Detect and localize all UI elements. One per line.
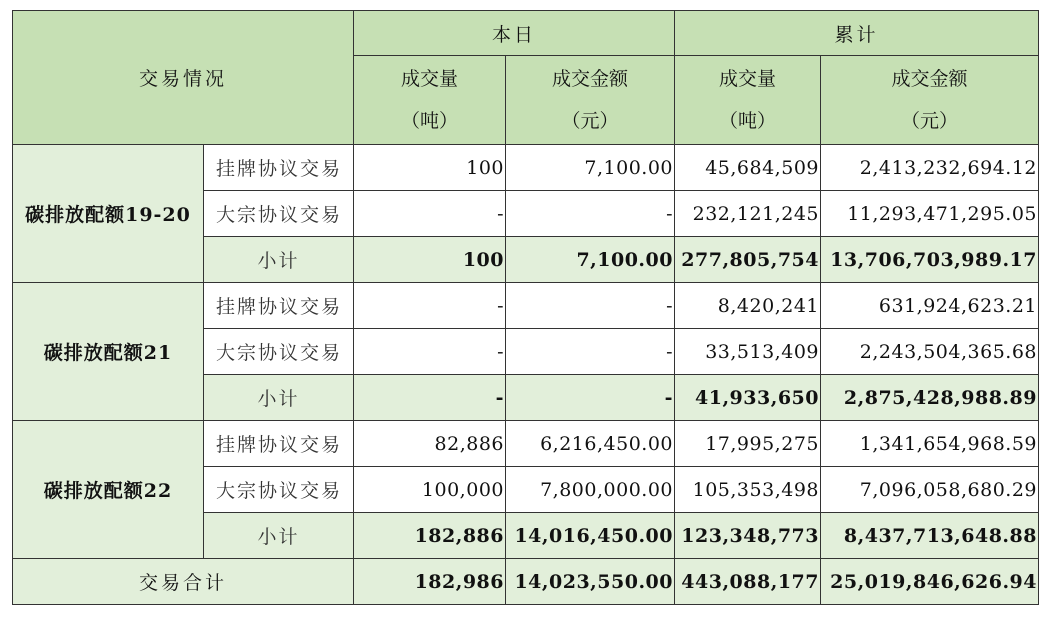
header-cumulative: 累计 <box>675 11 1039 56</box>
cum-amount: 7,096,058,680.29 <box>821 467 1039 513</box>
total-cum-amount: 25,019,846,626.94 <box>821 559 1039 605</box>
header-today: 本日 <box>354 11 675 56</box>
group-label: 碳排放配额22 <box>13 421 204 559</box>
trade-type: 挂牌协议交易 <box>204 145 354 191</box>
cum-volume: 33,513,409 <box>675 329 821 375</box>
trade-type: 挂牌协议交易 <box>204 421 354 467</box>
header-cum-amount <box>821 56 1039 145</box>
group-label: 碳排放配额21 <box>13 283 204 421</box>
trade-type: 大宗协议交易 <box>204 329 354 375</box>
day-amount: 7,100.00 <box>506 237 675 283</box>
grand-total-label: 交易合计 <box>13 559 354 605</box>
total-cum-volume: 443,088,177 <box>675 559 821 605</box>
cum-volume: 232,121,245 <box>675 191 821 237</box>
header-today-amount-label: 成交金额 <box>551 68 628 90</box>
cum-volume: 45,684,509 <box>675 145 821 191</box>
day-volume: - <box>354 283 506 329</box>
subtotal-label: 小计 <box>204 375 354 421</box>
day-amount: - <box>506 191 675 237</box>
table-row <box>13 283 1039 329</box>
cum-amount: 2,243,504,365.68 <box>821 329 1039 375</box>
day-volume: 182,886 <box>354 513 506 559</box>
day-amount: 7,800,000.00 <box>506 467 675 513</box>
header-today-volume <box>354 56 506 145</box>
table-row <box>13 145 1039 191</box>
header-cum-volume-unit: （吨） <box>718 110 776 132</box>
cum-amount: 2,413,232,694.12 <box>821 145 1039 191</box>
table-row <box>13 421 1039 467</box>
cum-amount: 1,341,654,968.59 <box>821 421 1039 467</box>
total-day-volume: 182,986 <box>354 559 506 605</box>
header-cum-amount-label: 成交金额 <box>891 68 968 90</box>
header-today-volume-label: 成交量 <box>400 68 458 90</box>
header-cum-volume <box>675 56 821 145</box>
header-cum-volume-label: 成交量 <box>718 68 776 90</box>
day-amount: - <box>506 283 675 329</box>
subtotal-label: 小计 <box>204 513 354 559</box>
header-cum-amount-unit: （元） <box>900 110 958 132</box>
subtotal-label: 小计 <box>204 237 354 283</box>
cum-volume: 8,420,241 <box>675 283 821 329</box>
header-today-amount-unit: （元） <box>561 110 619 132</box>
day-volume: 100 <box>354 145 506 191</box>
header-row-1 <box>13 11 1039 56</box>
day-volume: 100,000 <box>354 467 506 513</box>
cum-amount: 8,437,713,648.88 <box>821 513 1039 559</box>
cum-amount: 2,875,428,988.89 <box>821 375 1039 421</box>
cum-volume: 277,805,754 <box>675 237 821 283</box>
day-amount: - <box>506 329 675 375</box>
total-day-amount: 14,023,550.00 <box>506 559 675 605</box>
day-volume: - <box>354 375 506 421</box>
header-today-volume-unit: （吨） <box>400 110 458 132</box>
day-amount: 7,100.00 <box>506 145 675 191</box>
cum-volume: 105,353,498 <box>675 467 821 513</box>
day-amount: - <box>506 375 675 421</box>
trade-type: 大宗协议交易 <box>204 467 354 513</box>
header-corner: 交易情况 <box>13 11 354 145</box>
group-label: 碳排放配额19-20 <box>13 145 204 283</box>
trade-type: 大宗协议交易 <box>204 191 354 237</box>
trading-summary-table <box>12 10 1039 605</box>
day-volume: - <box>354 329 506 375</box>
cum-volume: 17,995,275 <box>675 421 821 467</box>
trading-summary-table-wrapper <box>12 10 1039 605</box>
day-amount: 14,016,450.00 <box>506 513 675 559</box>
cum-amount: 631,924,623.21 <box>821 283 1039 329</box>
grand-total-row <box>13 559 1039 605</box>
trade-type: 挂牌协议交易 <box>204 283 354 329</box>
day-volume: 82,886 <box>354 421 506 467</box>
cum-volume: 41,933,650 <box>675 375 821 421</box>
day-volume: 100 <box>354 237 506 283</box>
header-today-amount <box>506 56 675 145</box>
cum-amount: 13,706,703,989.17 <box>821 237 1039 283</box>
cum-volume: 123,348,773 <box>675 513 821 559</box>
day-volume: - <box>354 191 506 237</box>
day-amount: 6,216,450.00 <box>506 421 675 467</box>
cum-amount: 11,293,471,295.05 <box>821 191 1039 237</box>
